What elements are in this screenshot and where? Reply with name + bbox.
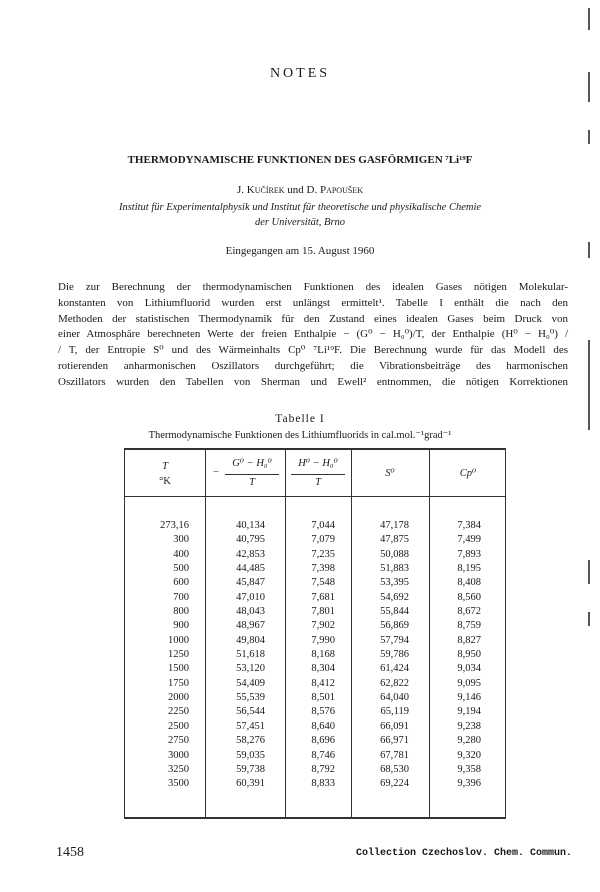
header-entropy: S⁰ xyxy=(385,468,395,479)
table-cell: 600 xyxy=(173,577,189,589)
table-cell: 700 xyxy=(173,591,189,603)
table-cell: 7,548 xyxy=(311,577,335,589)
table-cell: 7,235 xyxy=(311,548,335,560)
table-cell: 64,040 xyxy=(380,692,409,704)
section-heading: NOTES xyxy=(269,66,331,81)
header-minus-sign: − xyxy=(213,467,219,478)
scan-edge-mark xyxy=(588,130,590,144)
body-line: einer Atmosphäre berechneten Werte der freien Enthalpie − (G⁰ − H₀⁰)/T, der Enthalpie (H⁰ − H₀⁰) / xyxy=(58,328,568,341)
author-conjunction: und xyxy=(287,184,304,196)
table-cell: 1750 xyxy=(168,677,189,689)
table-cell: 53,120 xyxy=(236,663,265,675)
table-cell: 59,738 xyxy=(236,763,265,775)
table-cell: 55,539 xyxy=(236,692,265,704)
table-cell: 47,178 xyxy=(380,520,409,531)
scan-edge-mark xyxy=(588,612,590,626)
table-cell: 66,091 xyxy=(380,720,409,732)
table-cell: 60,391 xyxy=(236,778,265,790)
body-paragraph xyxy=(58,280,568,391)
scan-edge-mark xyxy=(588,8,590,30)
table-cell: 300 xyxy=(173,534,189,546)
data-table xyxy=(124,448,506,819)
table-cell: 45,847 xyxy=(236,577,265,589)
table-cell: 40,795 xyxy=(236,534,265,546)
table-cell: 47,010 xyxy=(236,591,265,603)
table-cell: 7,079 xyxy=(311,534,335,546)
table-cell: 49,804 xyxy=(236,634,265,646)
affiliation-line: Institut für Experimentalphysik und Institut für theoretische und physikalische Chemie xyxy=(118,202,482,213)
table-cell: 8,560 xyxy=(457,591,481,603)
table-cell: 7,681 xyxy=(311,591,335,603)
table-cell: 9,396 xyxy=(457,778,481,790)
table-cell: 8,412 xyxy=(311,677,335,689)
table-cell: 8,746 xyxy=(311,749,335,761)
table-cell: 48,043 xyxy=(236,606,265,618)
table-cell: 1000 xyxy=(168,634,189,646)
table-cell: 8,640 xyxy=(311,720,335,732)
fraction-bar xyxy=(291,474,345,475)
table-cell: 7,398 xyxy=(311,563,335,575)
table-cell: 62,822 xyxy=(380,677,409,689)
table-cell: 9,146 xyxy=(457,692,481,704)
journal-name: Collection Czechoslov. Chem. Commun. xyxy=(355,848,572,859)
table-cell: 1250 xyxy=(168,649,189,661)
table-cell: 69,224 xyxy=(380,778,409,790)
header-kelvin: °K xyxy=(159,476,171,487)
table-cell: 66,971 xyxy=(380,735,409,747)
table-cell: 8,696 xyxy=(311,735,335,747)
column-divider xyxy=(351,450,352,817)
table-cell: 48,967 xyxy=(236,620,265,632)
body-line: rotierenden anharmonischen Oszillators durchgeführt; die Vibrationsbeiträge des harmonischen xyxy=(58,359,568,372)
column-divider xyxy=(205,450,206,817)
scan-edge-mark xyxy=(588,560,590,584)
table-cell: 54,692 xyxy=(380,591,409,603)
table-cell: 51,618 xyxy=(236,649,265,661)
table-cell: 8,195 xyxy=(457,563,481,575)
table-cell: 7,902 xyxy=(311,620,335,632)
table-cell: 7,801 xyxy=(311,606,335,618)
header-h-denominator: T xyxy=(315,477,321,488)
table-cell: 9,034 xyxy=(457,663,481,675)
table-cell: 9,095 xyxy=(457,677,481,689)
received-date: Eingegangen am 15. August 1960 xyxy=(225,245,375,257)
fraction-bar xyxy=(225,474,279,475)
table-cell: 8,168 xyxy=(311,649,335,661)
table-cell: 47,875 xyxy=(380,534,409,546)
table-cell: 55,844 xyxy=(380,606,409,618)
table-cell: 8,304 xyxy=(311,663,335,675)
table-cell: 8,672 xyxy=(457,606,481,618)
header-t: T xyxy=(162,461,168,472)
table-cell: 273,16 xyxy=(160,520,189,531)
body-line: / T, der Entropie S⁰ und des Wärmeinhalts Cp⁰ ⁷Li¹⁹F. Die Berechnung wurde für das Modell des xyxy=(58,344,568,357)
header-heat-capacity: Cp⁰ xyxy=(459,468,477,479)
table-cell: 9,280 xyxy=(457,735,481,747)
table-cell: 8,950 xyxy=(457,649,481,661)
table-cell: 7,499 xyxy=(457,534,481,546)
table-cell: 2500 xyxy=(168,720,189,732)
table-cell: 8,827 xyxy=(457,634,481,646)
header-divider xyxy=(125,496,505,497)
table-cell: 56,544 xyxy=(236,706,265,718)
table-cell: 3500 xyxy=(168,778,189,790)
body-line: Oszillators wurden den Tabellen von Sherman und Ewell² entnommen, die nötigen Korrektionen xyxy=(58,375,568,388)
table-cell: 59,035 xyxy=(236,749,265,761)
table-cell: 3000 xyxy=(168,749,189,761)
column-divider xyxy=(429,450,430,817)
body-line: konstanten von Lithiumfluorid wurden erst unlängst ermittelt¹. Tabelle I enthält die nach den xyxy=(58,296,568,309)
table-cell: 900 xyxy=(173,620,189,632)
table-cell: 7,384 xyxy=(457,520,481,531)
column-free-enthalpy xyxy=(213,519,265,792)
affiliation-line: der Universität, Brno xyxy=(254,217,346,228)
table-cell: 7,990 xyxy=(311,634,335,646)
table-cell: 500 xyxy=(173,563,189,575)
table-cell: 400 xyxy=(173,548,189,560)
column-heat-content xyxy=(435,519,481,792)
table-cell: 61,424 xyxy=(380,663,409,675)
header-g-denominator: T xyxy=(249,477,255,488)
column-entropy xyxy=(357,519,409,792)
author-line xyxy=(40,184,560,196)
table-cell: 42,853 xyxy=(236,548,265,560)
table-cell: 56,869 xyxy=(380,620,409,632)
page-number: 1458 xyxy=(56,845,84,860)
table-cell: 8,833 xyxy=(311,778,335,790)
table-cell: 2750 xyxy=(168,735,189,747)
table-cell: 54,409 xyxy=(236,677,265,689)
table-cell: 9,194 xyxy=(457,706,481,718)
table-cell: 9,238 xyxy=(457,720,481,732)
table-cell: 57,794 xyxy=(380,634,409,646)
table-cell: 2000 xyxy=(168,692,189,704)
author-2: D. Papoušek xyxy=(306,184,363,196)
table-cell: 67,781 xyxy=(380,749,409,761)
table-title: Tabelle I xyxy=(275,413,325,425)
table-caption: Thermodynamische Funktionen des Lithiumfluorids in cal.mol.⁻¹grad⁻¹ xyxy=(148,430,452,441)
article-title: THERMODYNAMISCHE FUNKTIONEN DES GASFÖRMIGEN ⁷Li¹⁹F xyxy=(127,154,473,166)
table-cell: 51,883 xyxy=(380,563,409,575)
table-cell: 8,501 xyxy=(311,692,335,704)
header-h-numerator: H⁰ − H₀⁰ xyxy=(298,458,338,469)
scan-edge-mark xyxy=(588,242,590,258)
author-1: J. Kučírek xyxy=(237,184,285,196)
table-cell: 50,088 xyxy=(380,548,409,560)
table-cell: 65,119 xyxy=(380,706,409,718)
affiliation xyxy=(40,200,560,230)
table-cell: 40,134 xyxy=(236,520,265,531)
table-cell: 7,893 xyxy=(457,548,481,560)
table-cell: 9,358 xyxy=(457,763,481,775)
header-g-numerator: G⁰ − H₀⁰ xyxy=(232,458,272,469)
column-enthalpy xyxy=(289,519,335,792)
table-cell: 2250 xyxy=(168,706,189,718)
column-temperature xyxy=(125,519,189,792)
table-cell: 44,485 xyxy=(236,563,265,575)
body-line: Die zur Berechnung der thermodynamischen Funktionen des idealen Gases nötigen Molekular- xyxy=(58,281,568,293)
table-cell: 59,786 xyxy=(380,649,409,661)
table-cell: 7,044 xyxy=(311,520,335,531)
table-cell: 9,320 xyxy=(457,749,481,761)
table-cell: 8,576 xyxy=(311,706,335,718)
table-cell: 58,276 xyxy=(236,735,265,747)
table-cell: 8,792 xyxy=(311,763,335,775)
table-cell: 53,395 xyxy=(380,577,409,589)
table-cell: 8,408 xyxy=(457,577,481,589)
table-cell: 68,530 xyxy=(380,763,409,775)
body-line: Methoden der statistischen Thermodynamik für den Zustand eines idealen Gases beim Druck von xyxy=(58,312,568,325)
table-cell: 800 xyxy=(173,606,189,618)
column-divider xyxy=(285,450,286,817)
table-cell: 57,451 xyxy=(236,720,265,732)
table-cell: 1500 xyxy=(168,663,189,675)
table-cell: 3250 xyxy=(168,763,189,775)
table-cell: 8,759 xyxy=(457,620,481,632)
